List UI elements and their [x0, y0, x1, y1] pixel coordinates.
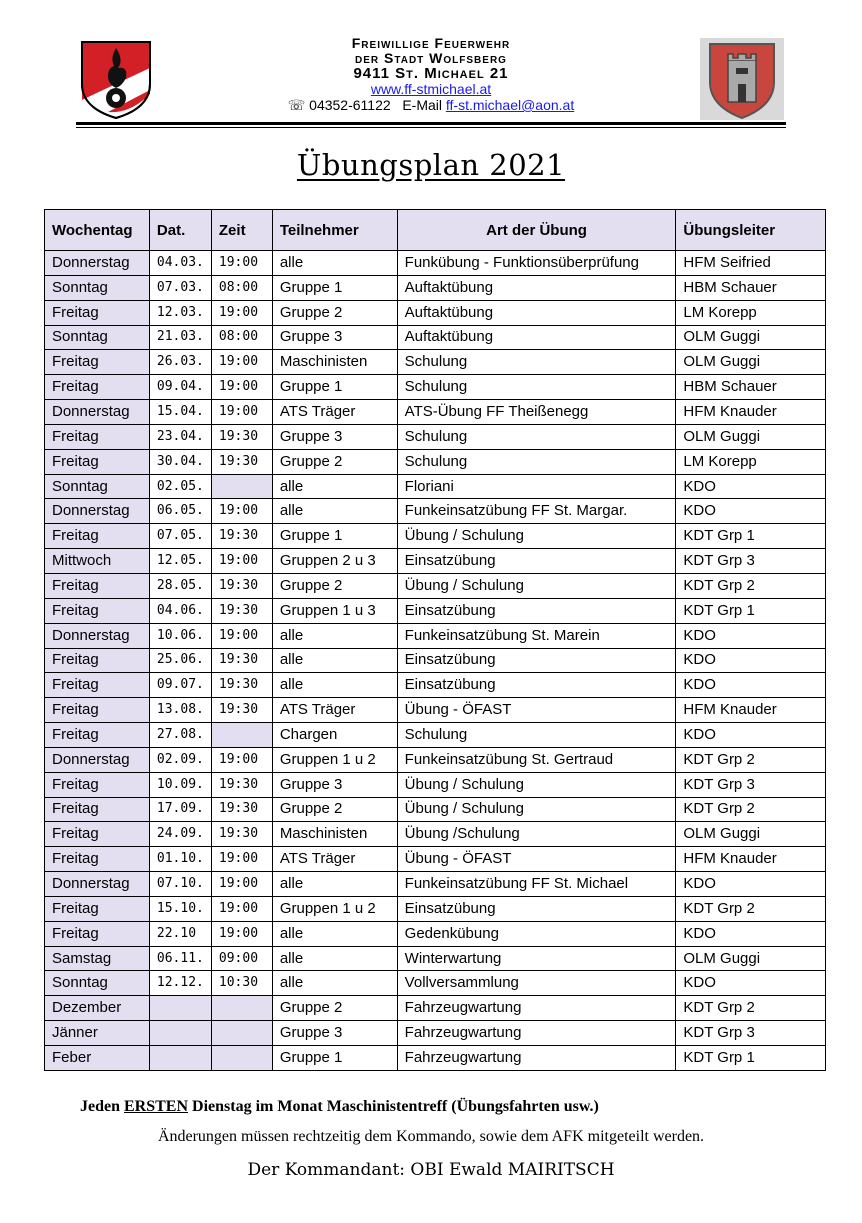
cell-exercise-type: Schulung: [397, 350, 676, 375]
cell-weekday: Freitag: [45, 847, 150, 872]
cell-exercise-type: Übung / Schulung: [397, 772, 676, 797]
cell-participants: alle: [272, 623, 397, 648]
cell-time: 19:30: [211, 698, 272, 723]
cell-exercise-type: Fahrzeugwartung: [397, 1021, 676, 1046]
cell-time: 19:30: [211, 822, 272, 847]
table-header-row: [45, 210, 826, 251]
cell-date: 15.04.: [149, 400, 211, 425]
cell-participants: Gruppen 1 u 2: [272, 747, 397, 772]
cell-weekday: Freitag: [45, 797, 150, 822]
cell-participants: Gruppen 2 u 3: [272, 549, 397, 574]
cell-participants: Gruppe 3: [272, 772, 397, 797]
cell-time: 19:00: [211, 921, 272, 946]
cell-time: 08:00: [211, 275, 272, 300]
cell-leader: KDO: [676, 872, 826, 897]
cell-weekday: Donnerstag: [45, 400, 150, 425]
table-row: [45, 424, 826, 449]
cell-participants: alle: [272, 673, 397, 698]
cell-date: 22.10: [149, 921, 211, 946]
cell-leader: KDO: [676, 623, 826, 648]
cell-date: 06.05.: [149, 499, 211, 524]
cell-exercise-type: Auftaktübung: [397, 300, 676, 325]
cell-exercise-type: Funkeinsatzübung St. Gertraud: [397, 747, 676, 772]
cell-time: [211, 996, 272, 1021]
cell-weekday: Freitag: [45, 350, 150, 375]
cell-exercise-type: Schulung: [397, 375, 676, 400]
table-row: [45, 449, 826, 474]
cell-leader: KDT Grp 2: [676, 747, 826, 772]
cell-date: 01.10.: [149, 847, 211, 872]
cell-date: 17.09.: [149, 797, 211, 822]
cell-time: 19:30: [211, 797, 272, 822]
cell-date: 04.03.: [149, 251, 211, 276]
cell-date: 07.03.: [149, 275, 211, 300]
cell-time: 19:00: [211, 847, 272, 872]
table-row: [45, 573, 826, 598]
cell-date: 28.05.: [149, 573, 211, 598]
cell-date: 21.03.: [149, 325, 211, 350]
signature: Der Kommandant: OBI Ewald MAIRITSCH: [247, 1160, 615, 1180]
table-row: [45, 847, 826, 872]
cell-participants: ATS Träger: [272, 400, 397, 425]
cell-participants: Maschinisten: [272, 350, 397, 375]
cell-leader: LM Korepp: [676, 449, 826, 474]
column-header-leader: Übungsleiter: [676, 210, 826, 251]
cell-exercise-type: Funkübung - Funktionsüberprüfung: [397, 251, 676, 276]
cell-time: [211, 474, 272, 499]
cell-exercise-type: Auftaktübung: [397, 325, 676, 350]
fire-brigade-logo-icon: [78, 38, 154, 120]
cell-leader: OLM Guggi: [676, 822, 826, 847]
cell-time: 19:00: [211, 300, 272, 325]
table-row: [45, 549, 826, 574]
cell-leader: HBM Schauer: [676, 275, 826, 300]
cell-weekday: Freitag: [45, 375, 150, 400]
website-link[interactable]: www.ff-stmichael.at: [370, 81, 492, 97]
cell-time: 19:30: [211, 573, 272, 598]
cell-weekday: Jänner: [45, 1021, 150, 1046]
cell-time: 19:00: [211, 896, 272, 921]
header-divider: [76, 122, 786, 125]
cell-leader: KDT Grp 2: [676, 797, 826, 822]
cell-leader: OLM Guggi: [676, 946, 826, 971]
cell-time: 19:30: [211, 673, 272, 698]
cell-date: 13.08.: [149, 698, 211, 723]
cell-leader: KDT Grp 3: [676, 772, 826, 797]
cell-date: 10.09.: [149, 772, 211, 797]
table-row: [45, 723, 826, 748]
organization-info: [196, 36, 666, 114]
cell-time: 19:00: [211, 747, 272, 772]
cell-leader: HBM Schauer: [676, 375, 826, 400]
cell-date: 24.09.: [149, 822, 211, 847]
cell-participants: Gruppe 2: [272, 996, 397, 1021]
cell-participants: alle: [272, 872, 397, 897]
cell-exercise-type: Übung / Schulung: [397, 573, 676, 598]
cell-date: 12.12.: [149, 971, 211, 996]
cell-leader: KDT Grp 2: [676, 896, 826, 921]
cell-date: 02.09.: [149, 747, 211, 772]
email-label: E-Mail: [402, 97, 442, 113]
cell-exercise-type: Vollversammlung: [397, 971, 676, 996]
cell-leader: OLM Guggi: [676, 424, 826, 449]
cell-weekday: Freitag: [45, 449, 150, 474]
table-row: [45, 325, 826, 350]
cell-weekday: Sonntag: [45, 971, 150, 996]
cell-weekday: Donnerstag: [45, 251, 150, 276]
table-row: [45, 896, 826, 921]
cell-leader: KDO: [676, 499, 826, 524]
table-row: [45, 251, 826, 276]
table-row: [45, 921, 826, 946]
cell-leader: KDT Grp 3: [676, 549, 826, 574]
table-row: [45, 698, 826, 723]
table-row: [45, 648, 826, 673]
cell-exercise-type: Einsatzübung: [397, 598, 676, 623]
table-row: [45, 499, 826, 524]
cell-participants: alle: [272, 921, 397, 946]
cell-time: [211, 1021, 272, 1046]
cell-weekday: Freitag: [45, 673, 150, 698]
table-row: [45, 275, 826, 300]
page-title: Übungsplan 2021: [296, 148, 566, 182]
cell-date: [149, 996, 211, 1021]
cell-exercise-type: Schulung: [397, 723, 676, 748]
cell-participants: ATS Träger: [272, 847, 397, 872]
table-row: [45, 400, 826, 425]
cell-weekday: Sonntag: [45, 325, 150, 350]
cell-exercise-type: Übung /Schulung: [397, 822, 676, 847]
cell-weekday: Feber: [45, 1046, 150, 1071]
cell-time: 19:00: [211, 872, 272, 897]
cell-participants: alle: [272, 971, 397, 996]
header-divider-thin: [76, 127, 786, 128]
table-row: [45, 946, 826, 971]
cell-date: 25.06.: [149, 648, 211, 673]
table-row: [45, 872, 826, 897]
table-row: [45, 996, 826, 1021]
cell-exercise-type: ATS-Übung FF Theißenegg: [397, 400, 676, 425]
cell-exercise-type: Gedenkübung: [397, 921, 676, 946]
cell-exercise-type: Übung / Schulung: [397, 524, 676, 549]
column-header-time: Zeit: [211, 210, 272, 251]
cell-date: 30.04.: [149, 449, 211, 474]
cell-leader: HFM Knauder: [676, 400, 826, 425]
email-link[interactable]: ff-st.michael@aon.at: [445, 97, 575, 113]
cell-time: 19:00: [211, 350, 272, 375]
cell-time: 19:30: [211, 648, 272, 673]
cell-participants: Gruppe 1: [272, 524, 397, 549]
cell-time: 19:30: [211, 772, 272, 797]
cell-time: 19:00: [211, 623, 272, 648]
cell-participants: Chargen: [272, 723, 397, 748]
letterhead: [76, 34, 786, 130]
cell-date: 06.11.: [149, 946, 211, 971]
cell-weekday: Donnerstag: [45, 872, 150, 897]
table-row: [45, 300, 826, 325]
cell-leader: OLM Guggi: [676, 325, 826, 350]
cell-time: 19:00: [211, 400, 272, 425]
cell-leader: LM Korepp: [676, 300, 826, 325]
cell-weekday: Donnerstag: [45, 499, 150, 524]
cell-exercise-type: Schulung: [397, 424, 676, 449]
cell-exercise-type: Einsatzübung: [397, 673, 676, 698]
cell-weekday: Freitag: [45, 424, 150, 449]
cell-leader: KDO: [676, 673, 826, 698]
cell-participants: Gruppe 3: [272, 424, 397, 449]
table-row: [45, 747, 826, 772]
cell-time: 19:30: [211, 449, 272, 474]
phone-number: 04352-61122: [309, 97, 391, 113]
cell-participants: Gruppe 2: [272, 300, 397, 325]
cell-date: 12.05.: [149, 549, 211, 574]
cell-participants: Gruppe 2: [272, 449, 397, 474]
cell-time: 10:30: [211, 971, 272, 996]
cell-leader: KDO: [676, 723, 826, 748]
cell-date: 07.10.: [149, 872, 211, 897]
cell-date: 23.04.: [149, 424, 211, 449]
town-coat-of-arms-icon: [700, 38, 784, 120]
cell-weekday: Donnerstag: [45, 747, 150, 772]
cell-date: 04.06.: [149, 598, 211, 623]
cell-weekday: Freitag: [45, 822, 150, 847]
cell-weekday: Freitag: [45, 524, 150, 549]
cell-time: 19:00: [211, 251, 272, 276]
contact-line: [196, 97, 666, 114]
cell-exercise-type: Einsatzübung: [397, 896, 676, 921]
cell-participants: Gruppe 1: [272, 275, 397, 300]
cell-participants: Gruppe 3: [272, 325, 397, 350]
cell-weekday: Sonntag: [45, 474, 150, 499]
cell-date: 12.03.: [149, 300, 211, 325]
cell-weekday: Freitag: [45, 896, 150, 921]
table-row: [45, 350, 826, 375]
cell-time: 09:00: [211, 946, 272, 971]
cell-participants: alle: [272, 474, 397, 499]
cell-weekday: Freitag: [45, 598, 150, 623]
table-row: [45, 474, 826, 499]
cell-leader: KDT Grp 2: [676, 573, 826, 598]
cell-weekday: Freitag: [45, 648, 150, 673]
cell-exercise-type: Einsatzübung: [397, 648, 676, 673]
cell-leader: KDO: [676, 648, 826, 673]
exercise-schedule-table: [44, 209, 826, 1071]
cell-participants: alle: [272, 946, 397, 971]
cell-participants: Gruppe 2: [272, 797, 397, 822]
cell-time: 19:30: [211, 598, 272, 623]
cell-weekday: Freitag: [45, 723, 150, 748]
cell-leader: OLM Guggi: [676, 350, 826, 375]
cell-date: 15.10.: [149, 896, 211, 921]
cell-date: [149, 1021, 211, 1046]
note-maschinistentreff: Jeden ERSTEN Dienstag im Monat Maschinistentreff (Übungsfahrten usw.): [80, 1098, 599, 1115]
cell-leader: HFM Seifried: [676, 251, 826, 276]
cell-date: [149, 1046, 211, 1071]
cell-exercise-type: Funkeinsatzübung FF St. Margar.: [397, 499, 676, 524]
cell-exercise-type: Übung / Schulung: [397, 797, 676, 822]
cell-participants: alle: [272, 648, 397, 673]
cell-exercise-type: Schulung: [397, 449, 676, 474]
cell-leader: KDO: [676, 971, 826, 996]
cell-exercise-type: Übung - ÖFAST: [397, 698, 676, 723]
table-row: [45, 1021, 826, 1046]
cell-participants: Maschinisten: [272, 822, 397, 847]
cell-date: 09.07.: [149, 673, 211, 698]
cell-time: 19:00: [211, 499, 272, 524]
cell-leader: KDT Grp 1: [676, 598, 826, 623]
column-header-weekday: Wochentag: [45, 210, 150, 251]
table-row: [45, 524, 826, 549]
cell-exercise-type: Funkeinsatzübung St. Marein: [397, 623, 676, 648]
cell-leader: KDO: [676, 474, 826, 499]
cell-exercise-type: Einsatzübung: [397, 549, 676, 574]
cell-participants: alle: [272, 251, 397, 276]
cell-exercise-type: Fahrzeugwartung: [397, 1046, 676, 1071]
cell-date: 02.05.: [149, 474, 211, 499]
cell-date: 09.04.: [149, 375, 211, 400]
table-row: [45, 822, 826, 847]
cell-weekday: Sonntag: [45, 275, 150, 300]
cell-date: 10.06.: [149, 623, 211, 648]
cell-weekday: Samstag: [45, 946, 150, 971]
table-row: [45, 623, 826, 648]
cell-weekday: Freitag: [45, 772, 150, 797]
cell-leader: KDT Grp 1: [676, 524, 826, 549]
cell-weekday: Freitag: [45, 698, 150, 723]
table-row: [45, 772, 826, 797]
cell-leader: HFM Knauder: [676, 698, 826, 723]
telephone-icon: ☏: [287, 97, 306, 113]
table-row: [45, 598, 826, 623]
cell-time: [211, 723, 272, 748]
cell-date: 26.03.: [149, 350, 211, 375]
cell-exercise-type: Floriani: [397, 474, 676, 499]
cell-participants: ATS Träger: [272, 698, 397, 723]
org-city: der Stadt Wolfsberg: [355, 50, 507, 66]
cell-participants: Gruppe 1: [272, 375, 397, 400]
note-changes: Änderungen müssen rechtzeitig dem Kommando, sowie dem AFK mitgeteilt werden.: [157, 1128, 705, 1145]
column-header-exercise-type: Art der Übung: [397, 210, 676, 251]
cell-exercise-type: Funkeinsatzübung FF St. Michael: [397, 872, 676, 897]
cell-weekday: Freitag: [45, 921, 150, 946]
cell-leader: KDT Grp 3: [676, 1021, 826, 1046]
cell-exercise-type: Fahrzeugwartung: [397, 996, 676, 1021]
cell-exercise-type: Winterwartung: [397, 946, 676, 971]
table-row: [45, 1046, 826, 1071]
cell-participants: Gruppe 3: [272, 1021, 397, 1046]
cell-leader: KDO: [676, 921, 826, 946]
cell-weekday: Dezember: [45, 996, 150, 1021]
cell-leader: KDT Grp 1: [676, 1046, 826, 1071]
cell-participants: Gruppe 2: [272, 573, 397, 598]
cell-time: [211, 1046, 272, 1071]
cell-time: 19:00: [211, 375, 272, 400]
table-row: [45, 971, 826, 996]
table-row: [45, 375, 826, 400]
cell-weekday: Freitag: [45, 300, 150, 325]
cell-exercise-type: Auftaktübung: [397, 275, 676, 300]
cell-leader: KDT Grp 2: [676, 996, 826, 1021]
cell-weekday: Freitag: [45, 573, 150, 598]
column-header-date: Dat.: [149, 210, 211, 251]
cell-time: 19:30: [211, 424, 272, 449]
cell-participants: Gruppen 1 u 3: [272, 598, 397, 623]
cell-date: 07.05.: [149, 524, 211, 549]
cell-participants: Gruppen 1 u 2: [272, 896, 397, 921]
org-name: Freiwillige Feuerwehr: [351, 35, 511, 51]
cell-participants: alle: [272, 499, 397, 524]
org-address: 9411 St. Michael 21: [353, 65, 509, 82]
cell-time: 19:30: [211, 524, 272, 549]
table-row: [45, 797, 826, 822]
cell-weekday: Mittwoch: [45, 549, 150, 574]
cell-time: 19:00: [211, 549, 272, 574]
cell-exercise-type: Übung - ÖFAST: [397, 847, 676, 872]
column-header-participants: Teilnehmer: [272, 210, 397, 251]
cell-weekday: Donnerstag: [45, 623, 150, 648]
cell-date: 27.08.: [149, 723, 211, 748]
cell-time: 08:00: [211, 325, 272, 350]
cell-participants: Gruppe 1: [272, 1046, 397, 1071]
cell-leader: HFM Knauder: [676, 847, 826, 872]
table-row: [45, 673, 826, 698]
